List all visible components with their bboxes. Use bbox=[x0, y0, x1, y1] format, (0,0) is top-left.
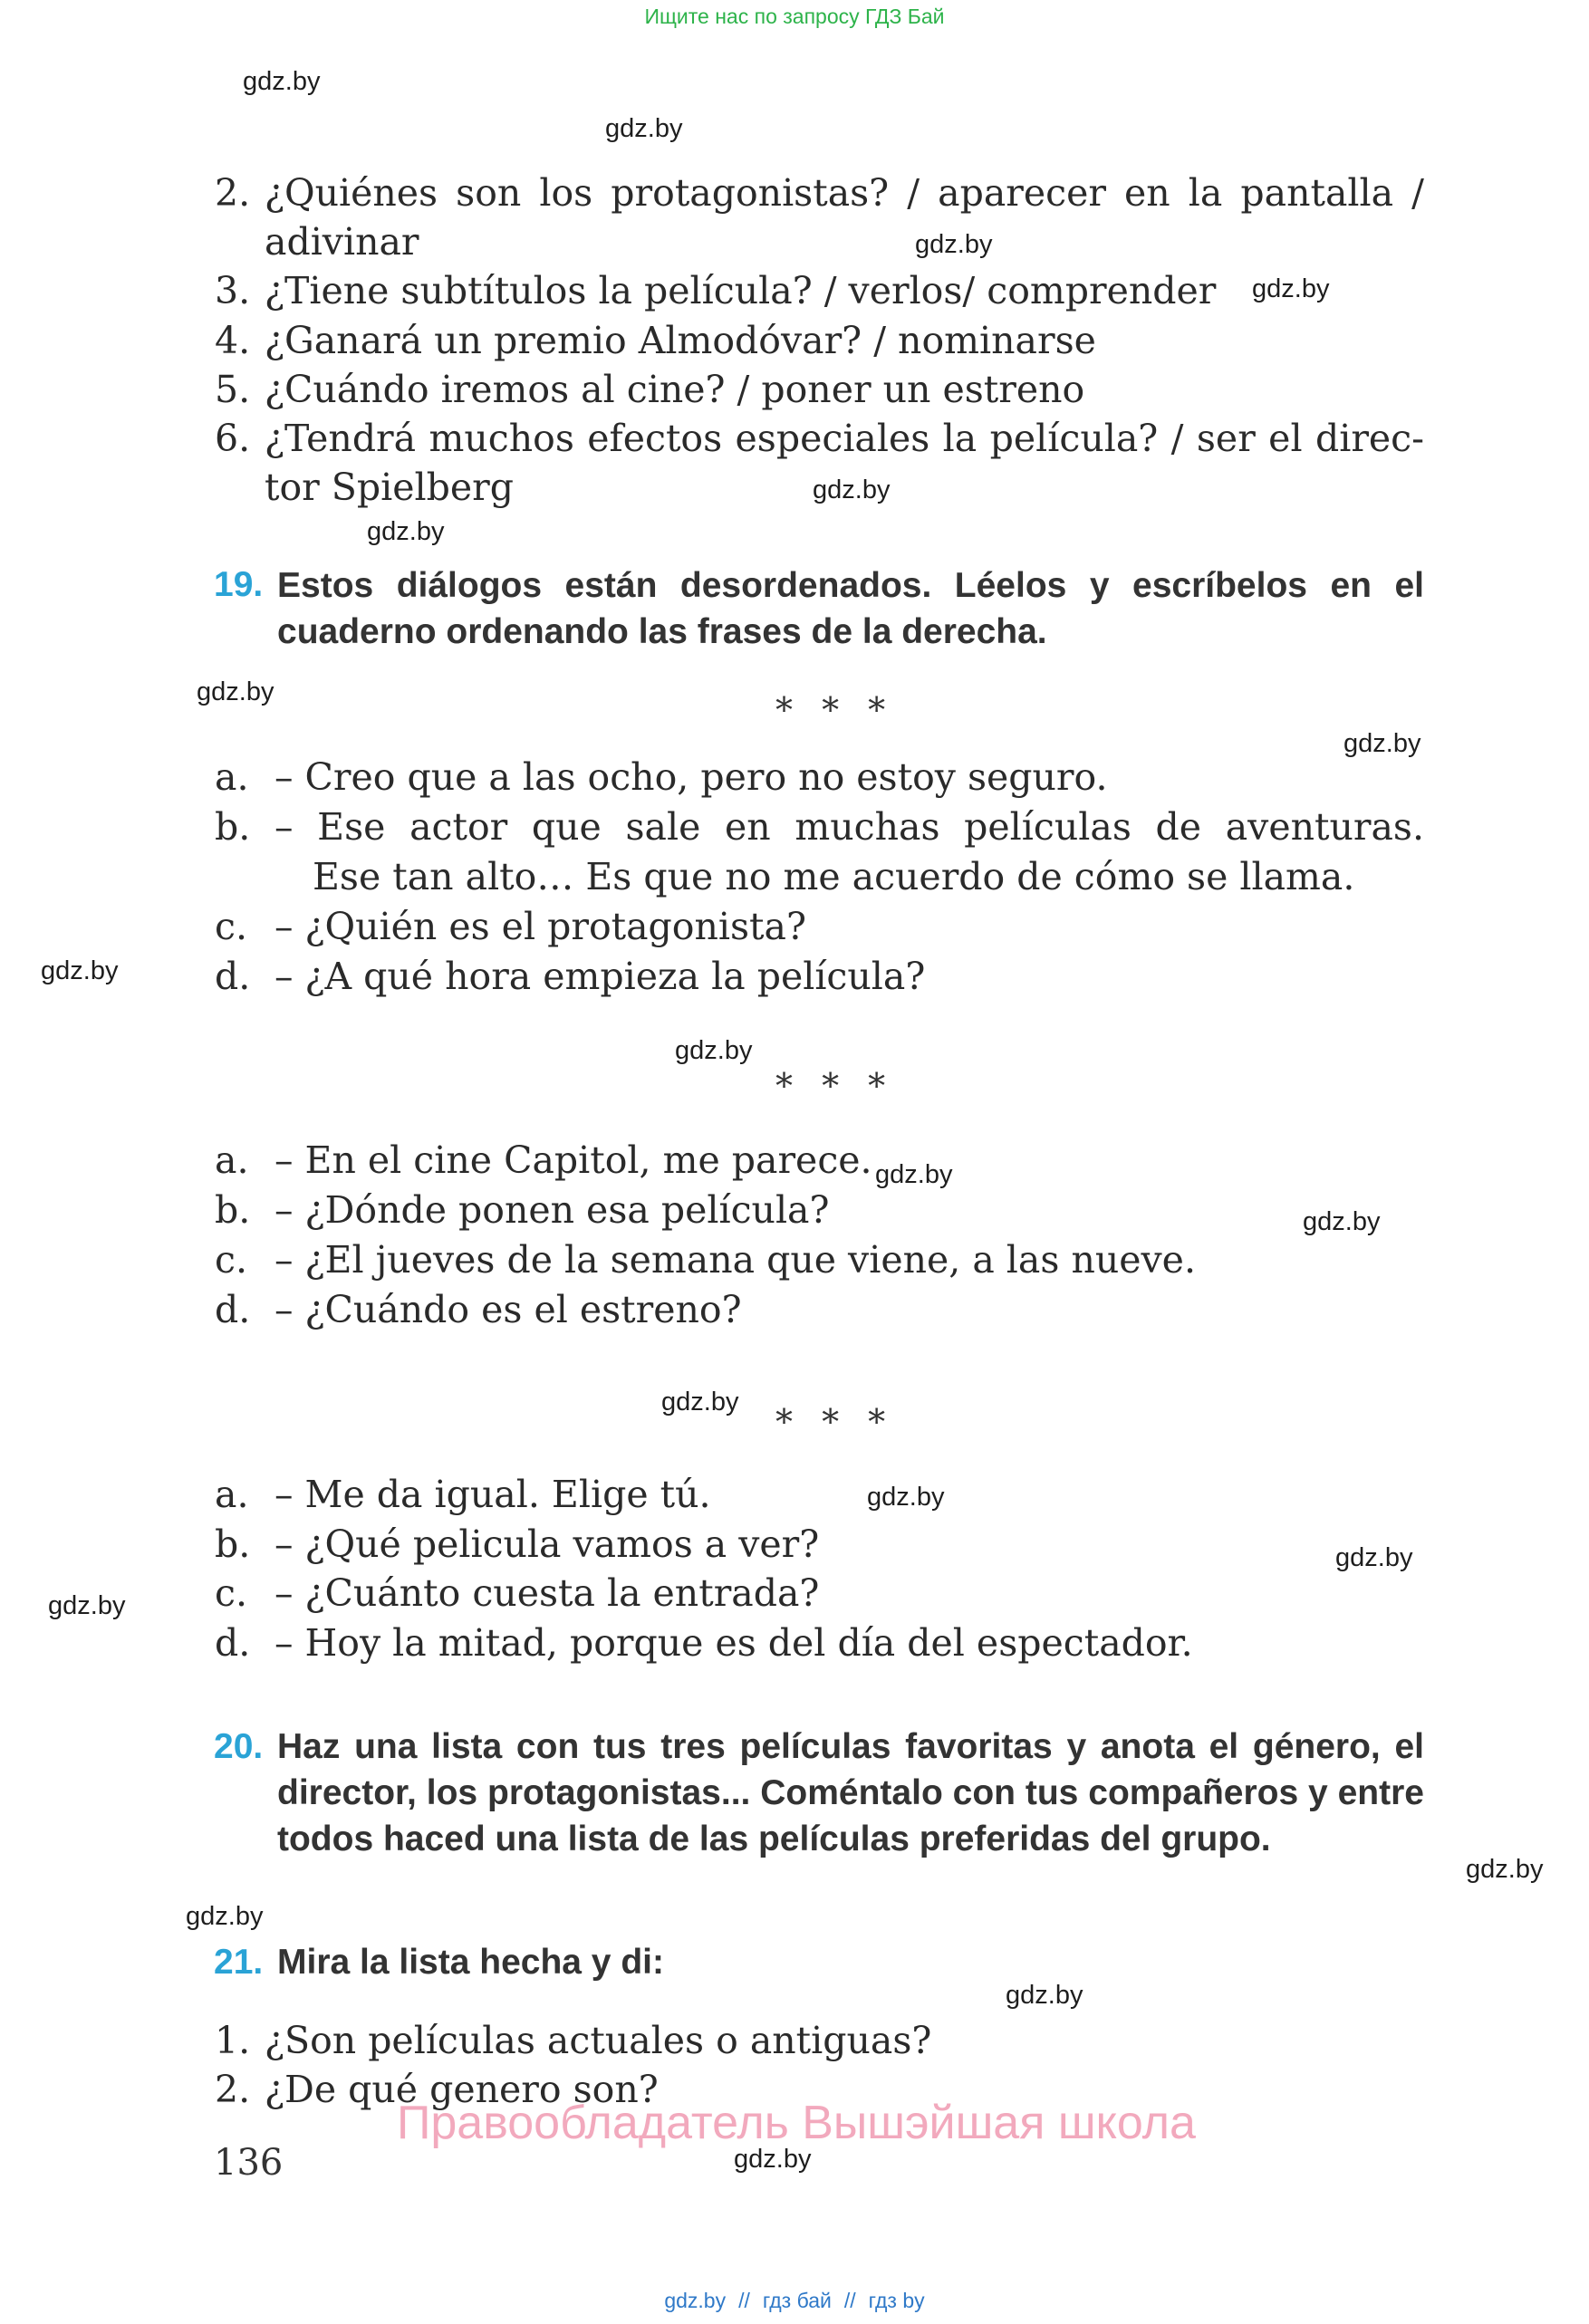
list-item: ¿Ganará un premio Almodóvar? / nominarse bbox=[265, 319, 1096, 362]
watermark: gdz.by bbox=[186, 1902, 264, 1931]
watermark: gdz.by bbox=[734, 2145, 812, 2174]
dialog-line: – Creo que a las ocho, pero no estoy seguro. bbox=[274, 755, 1108, 799]
watermark: gdz.by bbox=[915, 230, 993, 259]
dialog-line-continuation: Ese tan alto… Es que no me acuerdo de cómo se llama. bbox=[313, 855, 1355, 898]
dialog-line: – ¿Dónde ponen esa película? bbox=[274, 1188, 830, 1232]
watermark: gdz.by bbox=[1466, 1855, 1544, 1884]
section-separator: * * * bbox=[775, 690, 895, 730]
dialog-letter: b. bbox=[215, 805, 251, 849]
watermark: gdz.by bbox=[1335, 1543, 1413, 1572]
dialog-line: – ¿Cuánto cuesta la entrada? bbox=[274, 1571, 820, 1615]
watermark: gdz.by bbox=[367, 517, 445, 546]
dialog-letter: c. bbox=[215, 905, 247, 948]
dialog-line: – ¿El jueves de la semana que viene, a las nueve. bbox=[274, 1238, 1196, 1282]
list-item: ¿Tiene subtítulos la película? / verlos/ comprender bbox=[265, 269, 1217, 312]
dialog-line: – ¿Quién es el protagonista? bbox=[274, 905, 806, 948]
list-item-continuation: adivinar bbox=[265, 220, 419, 264]
list-item: ¿Son películas actuales o antiguas? bbox=[265, 2019, 932, 2062]
footer-link-gdz-bai[interactable]: гдз бай bbox=[762, 2289, 832, 2312]
list-item-number: 4. bbox=[215, 319, 251, 362]
dialog-letter: a. bbox=[215, 1138, 249, 1182]
dialog-letter: a. bbox=[215, 755, 249, 799]
list-item-number: 2. bbox=[215, 2068, 251, 2111]
watermark: gdz.by bbox=[661, 1388, 739, 1416]
dialog-letter: b. bbox=[215, 1188, 251, 1232]
dialog-line: – ¿A qué hora empieza la película? bbox=[274, 955, 926, 998]
section-separator: * * * bbox=[775, 1402, 895, 1442]
section-separator: * * * bbox=[775, 1066, 895, 1106]
watermark: gdz.by bbox=[1252, 274, 1330, 303]
dialog-letter: b. bbox=[215, 1522, 251, 1566]
footer-links bbox=[0, 2289, 1589, 2313]
dialog-letter: d. bbox=[215, 955, 251, 998]
task-number: 20. bbox=[214, 1727, 264, 1766]
watermark: gdz.by bbox=[675, 1036, 753, 1065]
task-number: 19. bbox=[214, 565, 264, 604]
list-item-number: 5. bbox=[215, 368, 251, 411]
task-instruction: Mira la lista hecha y di: bbox=[277, 1943, 664, 1982]
watermark: gdz.by bbox=[867, 1483, 945, 1512]
list-item-number: 1. bbox=[215, 2019, 251, 2062]
list-item-number: 2. bbox=[215, 171, 251, 215]
dialog-line: – Hoy la mitad, porque es del día del espectador. bbox=[274, 1621, 1193, 1665]
list-item: ¿Quiénes son los protagonistas? / aparecer en la pantalla / bbox=[265, 171, 1424, 215]
task-number: 21. bbox=[214, 1943, 264, 1982]
footer-link-gdz-by-alt[interactable]: гдз by bbox=[868, 2289, 925, 2312]
list-item: ¿Tendrá muchos efectos especiales la película? / ser el direc- bbox=[265, 417, 1424, 460]
list-item-continuation: tor Spielberg bbox=[265, 466, 514, 509]
list-item: ¿De qué genero son? bbox=[265, 2068, 659, 2111]
dialog-line: – Me da igual. Elige tú. bbox=[274, 1473, 711, 1516]
list-item-number: 6. bbox=[215, 417, 251, 460]
page-number: 136 bbox=[214, 2142, 284, 2184]
watermark: gdz.by bbox=[41, 956, 119, 985]
dialog-line: – ¿Cuándo es el estreno? bbox=[274, 1288, 742, 1331]
dialog-line: – Ese actor que sale en muchas películas de aventuras. bbox=[274, 805, 1424, 849]
footer-link-gdz-by[interactable]: gdz.by bbox=[664, 2289, 727, 2312]
watermark: gdz.by bbox=[605, 114, 683, 143]
list-item-number: 3. bbox=[215, 269, 251, 312]
watermark: gdz.by bbox=[1343, 729, 1421, 758]
copyright-notice: Правообладатель Вышэйшая школа bbox=[397, 2097, 1196, 2149]
task-instruction: Haz una lista con tus tres películas favoritas y anota el género, el director, los protagonistas... Coméntalo con tus compañeros y entre todos haced una lista de las películas preferidas del grupo. bbox=[277, 1727, 1424, 1858]
watermark: gdz.by bbox=[813, 475, 891, 504]
footer-separator: // bbox=[843, 2289, 856, 2312]
dialog-letter: d. bbox=[215, 1621, 251, 1665]
dialog-line: – ¿Qué pelicula vamos a ver? bbox=[274, 1522, 820, 1566]
top-banner: Ищите нас по запросу ГДЗ Бай bbox=[644, 5, 945, 28]
task-instruction: Estos diálogos están desordenados. Léelos y escríbelos en el cuaderno ordenando las frases de la derecha. bbox=[277, 566, 1424, 651]
dialog-letter: c. bbox=[215, 1238, 247, 1282]
dialog-letter: c. bbox=[215, 1571, 247, 1615]
dialog-line: – En el cine Capitol, me parece. bbox=[274, 1138, 872, 1182]
watermark: gdz.by bbox=[197, 677, 274, 706]
watermark: gdz.by bbox=[48, 1591, 126, 1620]
list-item: ¿Cuándo iremos al cine? / poner un estreno bbox=[265, 368, 1085, 411]
dialog-letter: d. bbox=[215, 1288, 251, 1331]
watermark: gdz.by bbox=[1006, 1981, 1083, 2010]
watermark: gdz.by bbox=[243, 67, 321, 96]
watermark: gdz.by bbox=[1303, 1207, 1381, 1236]
footer-separator: // bbox=[738, 2289, 750, 2312]
dialog-letter: a. bbox=[215, 1473, 249, 1516]
watermark: gdz.by bbox=[875, 1160, 953, 1189]
